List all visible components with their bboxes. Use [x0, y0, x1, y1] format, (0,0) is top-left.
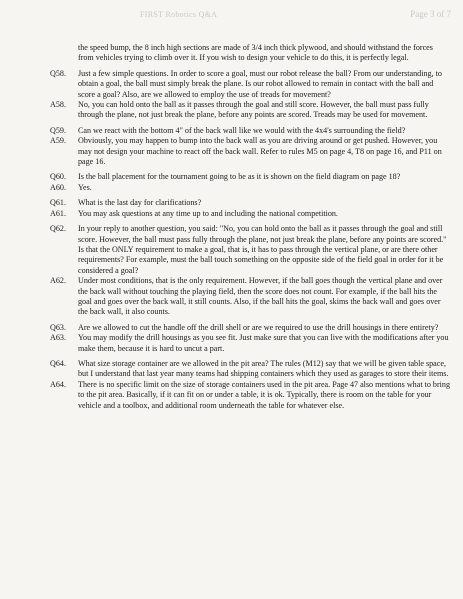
entry-text: Just a few simple questions. In order to score a goal, must our robot release the ball? From our understanding, to obtain a goal, the ball must simply break the plane. Is our robot allowed to remain in contact with the ball and score a goal? Also, are we allowed to employ the use of treads for movement?: [78, 68, 442, 99]
entry-text: No, you can hold onto the ball as it passes through the goal and still score. However, the ball must pass fully through the plane, not just break the plane, before any points are scored. Treads may be used for movement.: [78, 100, 429, 120]
entry-text: Under most conditions, that is the only requirement. However, if the ball goes though the vertical plane and over the back wall without touching the playing field, then the score does not count. For example, if the ball hits the goal and goes over the back wall, it still counts. Also, if the ball hits the goal, skims the back wall and goes over the back wall, it also counts.: [78, 276, 443, 317]
entry-label: Q58.: [50, 68, 66, 78]
entry-label: A60.: [50, 182, 66, 192]
entry-text: Yes.: [78, 182, 92, 192]
entry-label: Q63.: [50, 322, 66, 332]
entry-text: What size storage container are we allowed in the pit area? The rules (M12) say that we will be given table space, but I understand that last year many teams had shipping containers which they used as garages to store their items.: [78, 358, 449, 379]
entry-label: Q59.: [50, 125, 66, 135]
entry-text: You may ask questions at any time up to and including the national competition.: [78, 208, 338, 218]
entry-label: A58.: [50, 100, 66, 110]
entry-label: Q62.: [50, 224, 66, 234]
qa-entry-q61: [50, 198, 450, 208]
entry-label: A62.: [50, 276, 66, 286]
qa-entry-q63: [50, 323, 450, 333]
entry-text: Can we react with the bottom 4" of the back wall like we would with the 4x4's surrounding the field?: [78, 125, 406, 135]
qa-entry-a60: [50, 183, 450, 193]
entry-label: A64.: [50, 379, 66, 389]
entry-label: A61.: [50, 208, 66, 218]
entry-text: In your reply to another question, you said: "No, you can hold onto the ball as it passes through the goal and still score. However, the ball must pass fully through the plane, not just break the plane, before any points are scored." Is that the ONLY requirement to make a goal, that is, it has to pass through the vertical plane, or are there other requirements? For example, must the ball touch something on the opposite side of the field goal in order for it be considered a goal?: [78, 224, 447, 275]
header-title: FIRST Robotics Q&A: [140, 10, 218, 19]
entry-text: You may modify the drill housings as you see fit. Just make sure that you can live with the modifications after you make them, because it is hard to uncut a part.: [78, 333, 449, 353]
qa-entry-q59: [50, 126, 450, 136]
qa-entry-a62: [50, 276, 450, 318]
qa-entry-a63: [50, 333, 450, 354]
qa-entry-a64: [50, 380, 450, 411]
qa-entry-q58: [50, 69, 450, 100]
qa-entry-q64: [50, 359, 450, 380]
qa-entry-q60: [50, 172, 450, 182]
page-header: [0, 8, 463, 22]
entry-label: A59.: [50, 136, 66, 146]
qa-entry-a58: [50, 100, 450, 121]
qa-entry-a59: [50, 136, 450, 167]
entry-label: Q60.: [50, 172, 66, 182]
entry-text: There is no specific limit on the size of storage containers used in the pit area. Page 47 also mentions what to bring to the pit area. Basically, if it can fit on or under a table, it is ok. Typically, there is room on the table for your vehicle and a toolbox, and additional room underneath the table for whatever else.: [78, 379, 450, 410]
qa-content: [50, 43, 450, 411]
entry-label: A63.: [50, 333, 66, 343]
page-number: Page 3 of 7: [410, 9, 451, 19]
entry-text: Are we allowed to cut the handle off the drill shell or are we required to use the drill housings in there entirety?: [78, 322, 439, 332]
intro-paragraph: the speed bump, the 8 inch high sections are made of 3/4 inch thick plywood, and should withstand the forces from vehicles trying to climb over it. If you wish to design your vehicle to do this, it is perfectly legal.: [78, 43, 433, 63]
entry-text: Is the ball placement for the tournament going to be as it is shown on the field diagram on page 18?: [78, 172, 401, 182]
qa-entry-a61: [50, 209, 450, 219]
qa-entry-q62: [50, 224, 450, 276]
entry-label: Q64.: [50, 358, 66, 368]
entry-label: Q61.: [50, 198, 66, 208]
entry-text: Obviously, you may happen to bump into the back wall as you are driving around or get pushed. However, you may not design your machine to react off the back wall. Refer to rules M5 on page 4, T8 on page 16, and P11 on page 16.: [78, 136, 442, 167]
entry-text: What is the last day for clarifications?: [78, 198, 202, 208]
